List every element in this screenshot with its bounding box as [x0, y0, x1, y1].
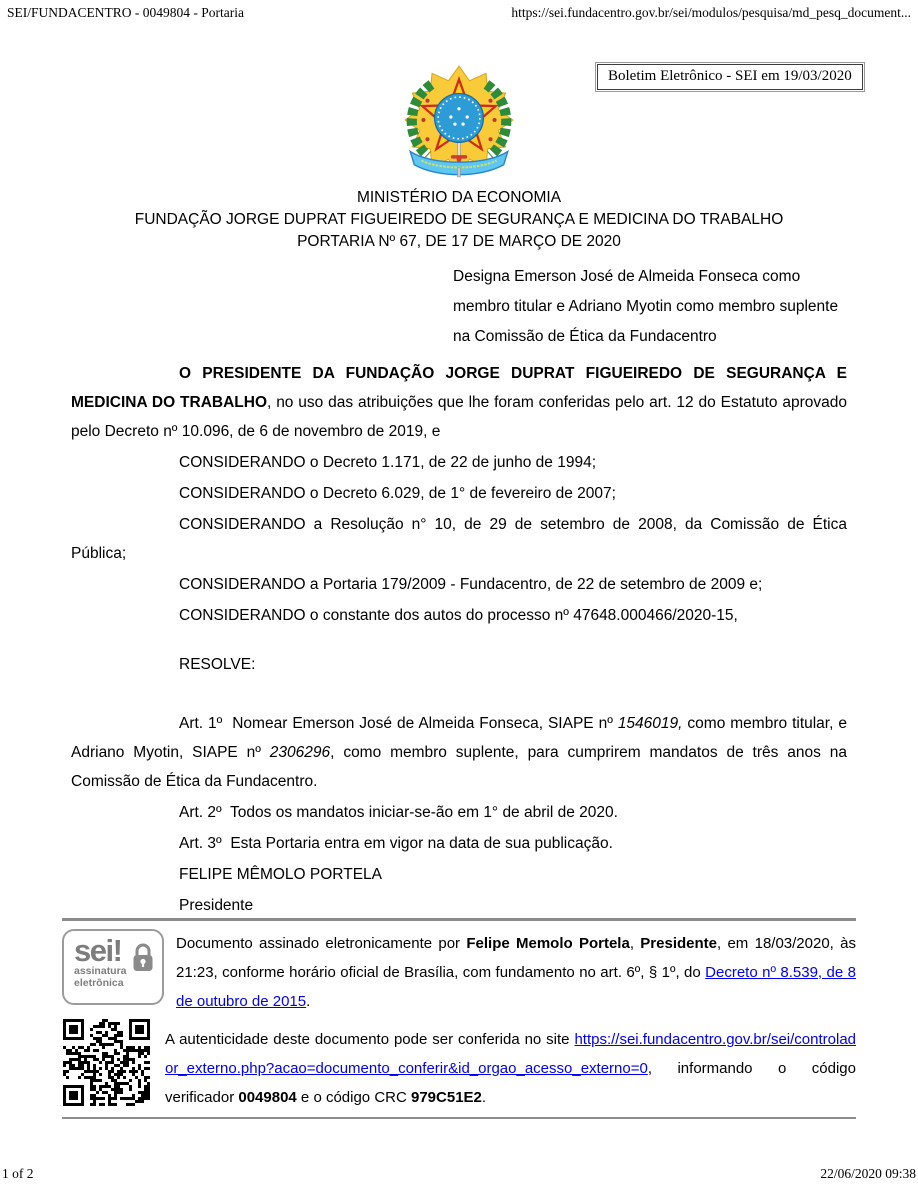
preamble-rest: , no uso das atribuições que lhe foram conferidas pelo art. 12 do Estatuto aprovado pelo Decreto nº 10.096, de 6 de novembro de 2019, e [71, 394, 848, 440]
electronic-signature-block [62, 929, 856, 1016]
ministry-line: MINISTÉRIO DA ECONOMIA [356, 189, 562, 206]
authenticity-text: . [481, 1089, 487, 1106]
authenticity-statement [165, 1025, 856, 1112]
verification-url-part2: /sei/controlador_externo.php?acao=documento_conferir&id_orgao_acesso_externo=0 [165, 1031, 856, 1077]
signature-signer-role: Presidente [640, 935, 717, 952]
print-header [0, 5, 918, 21]
page-number: 1 of 2 [2, 1166, 34, 1181]
bulletin-label: Boletim Eletrônico - SEI em 19/03/2020 [597, 64, 863, 90]
article-1 [71, 709, 847, 796]
signature-text: , [629, 935, 641, 952]
authenticity-text: A autenticidade deste documento pode ser conferida no site [165, 1031, 575, 1048]
sei-badge-sub1: assinatura [74, 965, 127, 977]
article-1-text: como membro titular, e Adriano Myotin, SIAPE nº [71, 715, 847, 761]
signer-name: FELIPE MÊMOLO PORTELA [179, 866, 382, 883]
article-3: Art. 3º Esta Portaria entra em vigor na data de sua publicação. [179, 835, 613, 852]
body-text [71, 359, 847, 917]
crc-code: 979C51E2 [411, 1089, 482, 1106]
signature-signer-name: Felipe Memolo Portela [466, 935, 630, 952]
consideration-4: CONSIDERANDO a Portaria 179/2009 - Fundacentro, de 22 de setembro de 2009 e; [179, 576, 763, 593]
divider-rule-bottom [62, 1117, 856, 1119]
article-1-text: Art. 1º Nomear Emerson José de Almeida Fonseca, SIAPE nº [179, 715, 618, 732]
siape-number-2: 2306296 [269, 744, 331, 761]
signature-text: Documento assinado eletronicamente por [176, 935, 467, 952]
authenticity-block [62, 1018, 856, 1112]
preamble-paragraph [71, 359, 847, 446]
portaria-title: PORTARIA Nº 67, DE 17 DE MARÇO DE 2020 [297, 233, 621, 250]
qr-code [62, 1018, 151, 1107]
print-header-url: https://sei.fundacentro.gov.br/sei/modulos/pesquisa/md_pesq_document... [511, 5, 911, 20]
resolve-label: RESOLVE: [179, 656, 256, 673]
preamble-bold: O PRESIDENTE DA FUNDAÇÃO JORGE DUPRAT FIGUEIREDO DE SEGURANÇA E MEDICINA DO TRABALHO [71, 365, 847, 411]
consideration-1: CONSIDERANDO o Decreto 1.171, de 22 de junho de 1994; [179, 454, 597, 471]
foundation-line: FUNDAÇÃO JORGE DUPRAT FIGUEIREDO DE SEGURANÇA E MEDICINA DO TRABALHO [134, 211, 784, 228]
verifier-code: 0049804 [238, 1089, 297, 1106]
divider-rule-top [62, 918, 856, 921]
portaria-summary: Designa Emerson José de Almeida Fonseca como membro titular e Adriano Myotin como membro suplente na Comissão de Ética da Fundacentro [453, 268, 839, 345]
print-header-title: SEI/FUNDACENTRO - 0049804 - Portaria [7, 5, 244, 20]
bulletin-box [595, 62, 865, 92]
padlock-icon [130, 942, 156, 979]
signature-statement [176, 929, 856, 1016]
signature-text: . [306, 993, 311, 1010]
article-1-text: , como membro suplente, para cumprirem mandatos de três anos na Comissão de Ética da Fundacentro. [71, 744, 847, 790]
siape-number-1: 1546019, [617, 715, 683, 732]
sei-badge-sub2: eletrônica [74, 976, 124, 989]
consideration-3: CONSIDERANDO a Resolução n° 10, de 29 de setembro de 2008, da Comissão de Ética Pública; [71, 516, 847, 562]
authenticity-text: e o código CRC [296, 1089, 411, 1106]
print-footer [0, 1166, 918, 1182]
consideration-5: CONSIDERANDO o constante dos autos do processo nº 47648.000466/2020-15, [179, 607, 738, 624]
signer-role: Presidente [179, 897, 254, 914]
print-timestamp: 22/06/2020 09:38 [820, 1166, 916, 1181]
org-header [0, 187, 918, 253]
article-2: Art. 2º Todos os mandatos iniciar-se-ão em 1° de abril de 2020. [179, 804, 618, 821]
decreto-link[interactable]: Decreto nº 8.539, de 8 de outubro de 2015 [176, 964, 856, 1010]
signature-text: , em 18/03/2020, às 21:23, conforme horário oficial de Brasília, com fundamento no art. 6º, § 1º, do [176, 935, 856, 981]
sei-logo: sei! [74, 933, 122, 968]
consideration-2: CONSIDERANDO o Decreto 6.029, de 1° de fevereiro de 2007; [179, 485, 616, 502]
authenticity-text: , informando o código verificador [165, 1060, 856, 1106]
brazil-coat-of-arms-icon [397, 58, 521, 182]
sei-signature-badge [62, 929, 164, 1005]
verification-url-part1: https://sei.fundacentro.gov.br [574, 1031, 767, 1048]
document-body [0, 187, 918, 917]
